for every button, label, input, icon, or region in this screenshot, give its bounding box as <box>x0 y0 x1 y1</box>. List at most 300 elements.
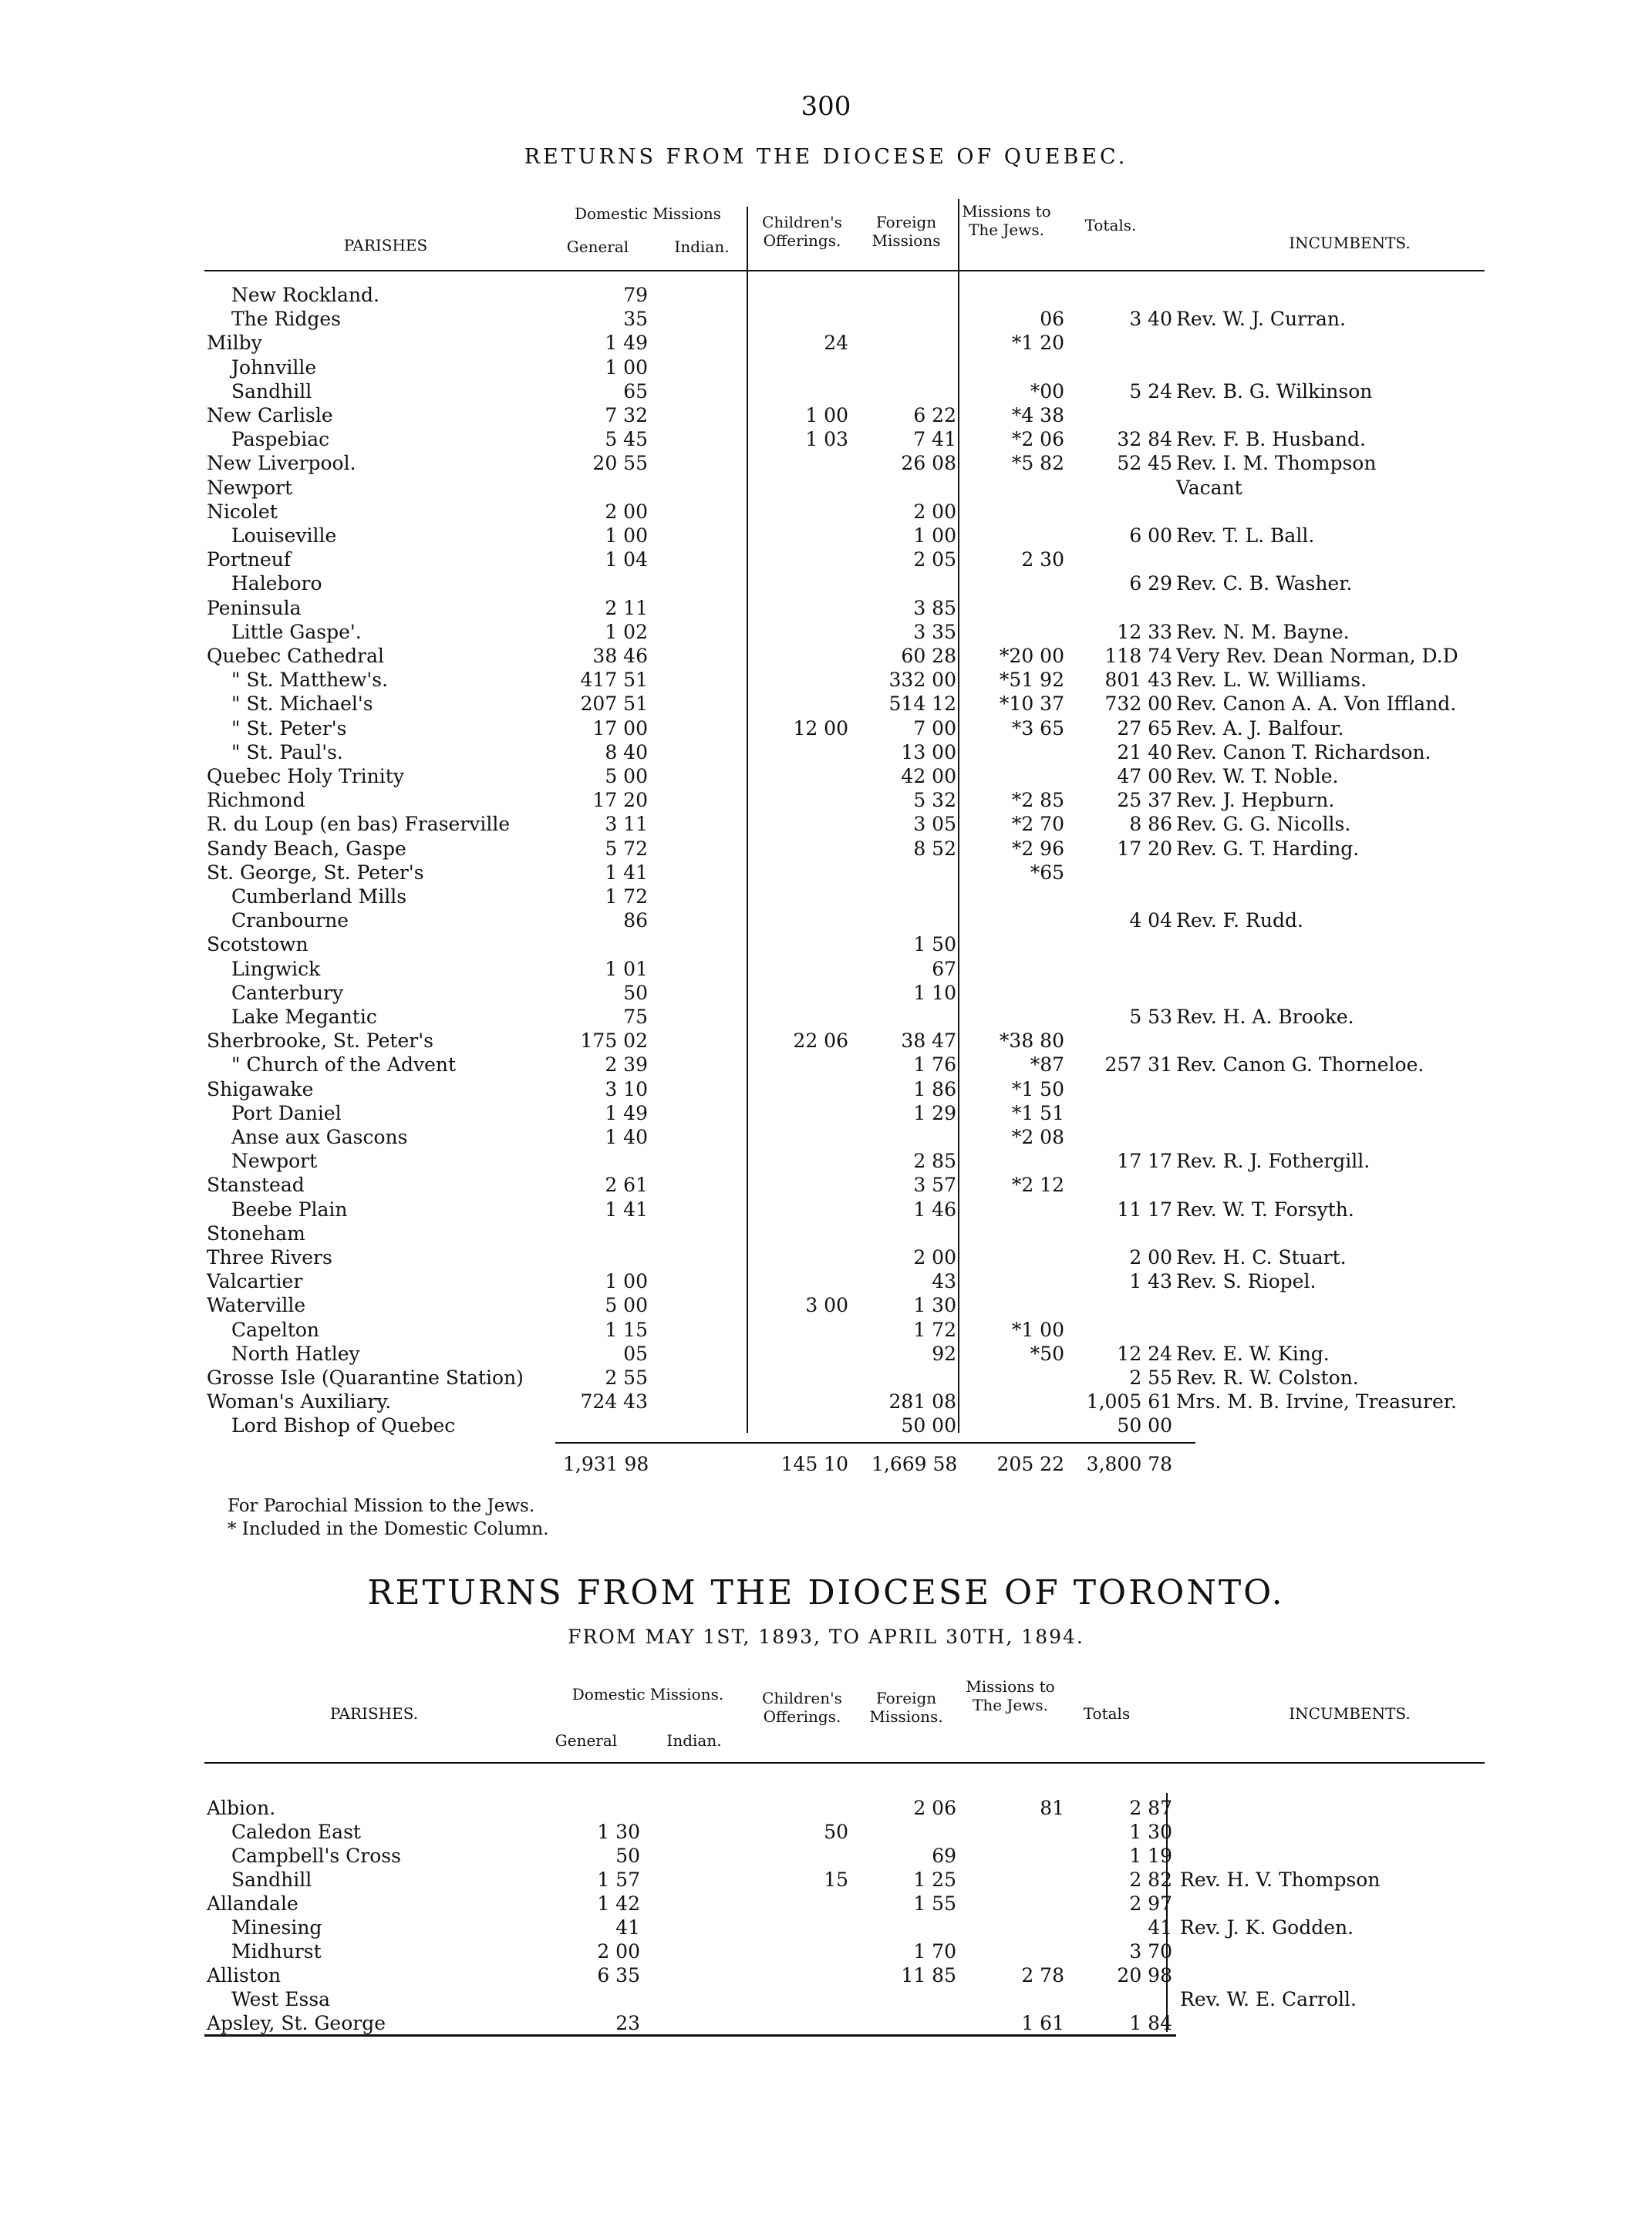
cell-general: 17 20 <box>592 789 648 812</box>
cell-parish: Newport <box>231 1150 318 1173</box>
table-row <box>0 1126 1652 1150</box>
cell-parish: New Liverpool. <box>207 452 356 475</box>
cell-general: 2 00 <box>605 500 648 523</box>
cell-total: 732 00 <box>1104 693 1172 716</box>
cell-incumbent: Rev. J. Hepburn. <box>1176 789 1335 812</box>
cell-general: 20 55 <box>592 452 648 475</box>
cell-general: 50 <box>615 1845 640 1867</box>
quebec-total-total: 3,800 78 <box>1086 1453 1172 1475</box>
cell-total: 41 <box>1148 1916 1172 1939</box>
table-row <box>0 500 1652 524</box>
cell-foreign: 1 30 <box>913 1294 956 1317</box>
quebec-footnote: * Included in the Domestic Column. <box>228 1519 549 1539</box>
cell-total: 50 00 <box>1117 1414 1172 1437</box>
cell-parish: Nicolet <box>207 500 278 523</box>
cell-jews: *1 00 <box>1011 1318 1064 1341</box>
cell-parish: Sandhill <box>231 1869 312 1891</box>
table-row <box>0 1366 1652 1390</box>
cell-general: 1 42 <box>597 1892 640 1915</box>
cell-jews: 1 61 <box>1021 2012 1064 2034</box>
table-row <box>0 284 1652 308</box>
table-row <box>0 1390 1652 1414</box>
cell-jews: *10 37 <box>999 693 1064 716</box>
cell-parish: Milby <box>207 332 262 355</box>
cell-general: 3 10 <box>605 1077 648 1100</box>
cell-total: 2 00 <box>1129 1246 1172 1269</box>
cell-foreign: 3 57 <box>913 1174 956 1197</box>
quebec-title: RETURNS FROM THE DIOCESE OF QUEBEC. <box>524 145 1128 169</box>
quebec-header-jews: Missions to The Jews. <box>962 202 1051 239</box>
cell-parish: Cumberland Mills <box>231 885 407 908</box>
cell-parish: Caledon East <box>231 1821 361 1843</box>
table-row <box>0 958 1652 982</box>
table-row <box>0 1892 1652 1916</box>
cell-foreign: 13 00 <box>901 740 956 763</box>
cell-parish: Shigawake <box>207 1077 314 1100</box>
cell-incumbent: Rev. F. Rudd. <box>1176 909 1303 932</box>
quebec-header-domestic: Domestic Missions <box>574 204 722 223</box>
cell-parish: " St. Paul's. <box>231 740 343 763</box>
cell-parish: Newport <box>207 476 293 499</box>
table-row <box>0 1845 1652 1869</box>
cell-general: 8 40 <box>605 740 648 763</box>
table-row <box>0 597 1652 621</box>
cell-incumbent: Rev. A. J. Balfour. <box>1176 716 1344 740</box>
cell-general: 1 01 <box>605 957 648 980</box>
quebec-total-foreign: 1,669 58 <box>872 1453 958 1475</box>
cell-parish: Lingwick <box>231 957 321 980</box>
cell-parish: Woman's Auxiliary. <box>207 1390 392 1414</box>
cell-parish: Paspebiac <box>231 428 330 451</box>
cell-total: 1 19 <box>1129 1845 1172 1867</box>
cell-general: 1 41 <box>605 861 648 884</box>
cell-parish: " St. Michael's <box>231 693 373 716</box>
table-row <box>0 813 1652 837</box>
cell-jews: *65 <box>1030 861 1064 884</box>
cell-foreign: 92 <box>932 1342 956 1365</box>
cell-total: 2 87 <box>1129 1797 1172 1819</box>
cell-parish: Peninsula <box>207 596 302 619</box>
cell-foreign: 5 32 <box>913 789 956 812</box>
cell-parish: Stanstead <box>207 1174 305 1197</box>
cell-incumbent: Rev. W. E. Carroll. <box>1180 1988 1357 2010</box>
cell-jews: *2 08 <box>1011 1126 1064 1148</box>
cell-parish: Midhurst <box>231 1940 322 1963</box>
table-row <box>0 1078 1652 1102</box>
cell-incumbent: Rev. W. T. Noble. <box>1176 765 1339 787</box>
cell-foreign: 1 55 <box>913 1892 956 1915</box>
toronto-title: RETURNS FROM THE DIOCESE OF TORONTO. <box>367 1573 1285 1612</box>
cell-parish: North Hatley <box>231 1342 360 1365</box>
cell-foreign: 43 <box>932 1270 956 1293</box>
cell-total: 3 70 <box>1129 1940 1172 1963</box>
table-row <box>0 380 1652 404</box>
table-row <box>0 933 1652 957</box>
cell-incumbent: Rev. E. W. King. <box>1176 1342 1330 1365</box>
quebec-header-totals: Totals. <box>1084 216 1137 234</box>
toronto-header-general: General <box>555 1731 618 1750</box>
cell-jews: *3 65 <box>1011 716 1064 740</box>
cell-general: 7 32 <box>605 404 648 426</box>
cell-total: 1 43 <box>1129 1270 1172 1293</box>
cell-foreign: 1 72 <box>913 1318 956 1341</box>
cell-incumbent: Rev. H. A. Brooke. <box>1176 1006 1354 1028</box>
table-row <box>0 2012 1652 2036</box>
table-row <box>0 837 1652 861</box>
cell-children: 50 <box>824 1821 848 1843</box>
cell-jews: *20 00 <box>999 645 1064 667</box>
toronto-header-totals: Totals <box>1083 1704 1131 1723</box>
cell-jews: *87 <box>1030 1053 1064 1077</box>
cell-incumbent: Rev. I. M. Thompson <box>1176 452 1377 475</box>
cell-parish: Little Gaspe'. <box>231 620 362 643</box>
cell-total: 257 31 <box>1104 1053 1172 1077</box>
cell-parish: Louiseville <box>231 524 337 547</box>
cell-jews: *4 38 <box>1011 404 1064 426</box>
cell-general: 207 51 <box>580 693 648 716</box>
table-row <box>0 308 1652 332</box>
cell-parish: Capelton <box>231 1318 320 1341</box>
cell-foreign: 1 46 <box>913 1198 956 1221</box>
toronto-bottom-rule <box>204 2034 1176 2037</box>
cell-foreign: 1 10 <box>913 981 956 1004</box>
table-row <box>0 861 1652 885</box>
cell-foreign: 514 12 <box>888 693 956 716</box>
cell-general: 1 04 <box>605 548 648 571</box>
page-number: 300 <box>801 91 851 122</box>
table-row <box>0 1294 1652 1318</box>
table-row <box>0 1246 1652 1270</box>
cell-foreign: 42 00 <box>901 765 956 787</box>
cell-general: 35 <box>623 308 648 331</box>
cell-parish: Quebec Holy Trinity <box>207 765 404 787</box>
cell-parish: Waterville <box>207 1294 306 1317</box>
table-row <box>0 1964 1652 1988</box>
cell-incumbent: Very Rev. Dean Norman, D.D <box>1176 645 1458 667</box>
table-row <box>0 1343 1652 1366</box>
cell-parish: Allandale <box>207 1892 298 1915</box>
cell-foreign: 26 08 <box>901 452 956 475</box>
cell-general: 2 55 <box>605 1366 648 1389</box>
toronto-header-rule <box>204 1762 1485 1764</box>
cell-jews: *50 <box>1030 1342 1064 1365</box>
cell-children: 12 00 <box>793 716 848 740</box>
cell-general: 5 72 <box>605 837 648 860</box>
cell-foreign: 11 85 <box>901 1964 956 1987</box>
cell-general: 1 00 <box>605 524 648 547</box>
cell-parish: " Church of the Advent <box>231 1053 457 1077</box>
cell-total: 8 86 <box>1129 813 1172 836</box>
cell-parish: Three Rivers <box>207 1246 332 1269</box>
table-row <box>0 1869 1652 1892</box>
cell-total: 2 55 <box>1129 1366 1172 1389</box>
quebec-header-indian: Indian. <box>674 238 730 256</box>
quebec-total-jews: 205 22 <box>996 1453 1064 1475</box>
cell-total: 2 82 <box>1129 1869 1172 1891</box>
table-row <box>0 1414 1652 1438</box>
cell-foreign: 332 00 <box>888 669 956 692</box>
cell-total: 27 65 <box>1117 716 1172 740</box>
cell-parish: Cranbourne <box>231 909 349 932</box>
cell-total: 12 24 <box>1117 1342 1172 1365</box>
cell-incumbent: Rev. G. T. Harding. <box>1176 837 1360 860</box>
cell-total: 17 20 <box>1117 837 1172 860</box>
cell-jews: *1 20 <box>1011 332 1064 355</box>
table-row <box>0 693 1652 716</box>
cell-parish: Sherbrooke, St. Peter's <box>207 1029 433 1053</box>
cell-incumbent: Rev. H. C. Stuart. <box>1176 1246 1347 1269</box>
cell-foreign: 67 <box>932 957 956 980</box>
quebec-total-general: 1,931 98 <box>563 1453 649 1475</box>
cell-jews: *2 96 <box>1011 837 1064 860</box>
table-row <box>0 1821 1652 1845</box>
cell-total: 11 17 <box>1117 1198 1172 1221</box>
cell-incumbent: Rev. B. G. Wilkinson <box>1176 379 1373 403</box>
cell-incumbent: Rev. W. T. Forsyth. <box>1176 1198 1354 1221</box>
cell-parish: Albion. <box>207 1797 276 1819</box>
cell-parish: Quebec Cathedral <box>207 645 384 667</box>
cell-foreign: 6 22 <box>913 404 956 426</box>
cell-total: 5 24 <box>1129 379 1172 403</box>
quebec-header-foreign: Foreign Missions <box>872 213 941 250</box>
cell-incumbent: Mrs. M. B. Irvine, Treasurer. <box>1176 1390 1457 1414</box>
cell-general: 1 49 <box>605 332 648 355</box>
table-row <box>0 356 1652 380</box>
table-row <box>0 548 1652 572</box>
cell-general: 1 00 <box>605 1270 648 1293</box>
cell-incumbent: Rev. R. W. Colston. <box>1176 1366 1359 1389</box>
cell-foreign: 2 05 <box>913 548 956 571</box>
cell-foreign: 3 35 <box>913 620 956 643</box>
cell-parish: West Essa <box>231 1988 331 2010</box>
cell-children: 3 00 <box>805 1294 848 1317</box>
cell-general: 6 35 <box>597 1964 640 1987</box>
cell-general: 1 02 <box>605 620 648 643</box>
cell-jews: *2 85 <box>1011 789 1064 812</box>
cell-general: 1 40 <box>605 1126 648 1148</box>
cell-parish: Portneuf <box>207 548 292 571</box>
cell-general: 50 <box>623 981 648 1004</box>
table-row <box>0 1198 1652 1222</box>
table-row <box>0 477 1652 500</box>
cell-general: 86 <box>623 909 648 932</box>
cell-general: 2 39 <box>605 1053 648 1077</box>
table-row <box>0 669 1652 693</box>
cell-parish: Apsley, St. George <box>207 2012 386 2034</box>
cell-parish: Alliston <box>207 1964 282 1987</box>
cell-total: 2 97 <box>1129 1892 1172 1915</box>
cell-incumbent: Rev. C. B. Washer. <box>1176 572 1353 595</box>
cell-foreign: 2 85 <box>913 1150 956 1173</box>
cell-foreign: 8 52 <box>913 837 956 860</box>
cell-foreign: 281 08 <box>888 1390 956 1414</box>
cell-total: 25 37 <box>1117 789 1172 812</box>
cell-foreign: 1 86 <box>913 1077 956 1100</box>
cell-foreign: 50 00 <box>901 1414 956 1437</box>
table-row <box>0 645 1652 669</box>
cell-general: 41 <box>615 1916 640 1939</box>
cell-general: 5 00 <box>605 1294 648 1317</box>
table-row <box>0 1940 1652 1964</box>
cell-parish: Canterbury <box>231 981 344 1004</box>
cell-parish: Beebe Plain <box>231 1198 348 1221</box>
cell-parish: Sandhill <box>231 379 312 403</box>
cell-foreign: 1 25 <box>913 1869 956 1891</box>
table-row <box>0 452 1652 476</box>
cell-children: 24 <box>824 332 848 355</box>
cell-incumbent: Rev. F. B. Husband. <box>1176 428 1366 451</box>
table-row <box>0 332 1652 356</box>
cell-jews: 81 <box>1040 1797 1064 1819</box>
cell-incumbent: Rev. Canon T. Richardson. <box>1176 740 1431 763</box>
cell-foreign: 3 05 <box>913 813 956 836</box>
quebec-footnote: For Parochial Mission to the Jews. <box>228 1496 535 1516</box>
cell-total: 801 43 <box>1104 669 1172 692</box>
cell-total: 5 53 <box>1129 1006 1172 1028</box>
cell-jews: *00 <box>1030 379 1064 403</box>
table-row <box>0 1029 1652 1053</box>
cell-general: 1 00 <box>605 356 648 379</box>
cell-children: 1 03 <box>805 428 848 451</box>
cell-incumbent: Rev. R. J. Fothergill. <box>1176 1150 1370 1173</box>
cell-incumbent: Rev. J. K. Godden. <box>1180 1916 1354 1939</box>
cell-incumbent: Rev. L. W. Williams. <box>1176 669 1367 692</box>
quebec-total-children: 145 10 <box>780 1453 848 1475</box>
cell-foreign: 1 70 <box>913 1940 956 1963</box>
table-row <box>0 909 1652 933</box>
cell-incumbent: Rev. W. J. Curran. <box>1176 308 1346 331</box>
table-row <box>0 404 1652 428</box>
cell-parish: Minesing <box>231 1916 322 1939</box>
cell-foreign: 1 00 <box>913 524 956 547</box>
cell-jews: *5 82 <box>1011 452 1064 475</box>
table-row <box>0 1222 1652 1246</box>
cell-parish: Campbell's Cross <box>231 1845 401 1867</box>
cell-parish: St. George, St. Peter's <box>207 861 424 884</box>
table-row <box>0 1797 1652 1821</box>
cell-general: 05 <box>623 1342 648 1365</box>
quebec-total-row <box>0 1453 1652 1477</box>
cell-total: 118 74 <box>1104 645 1172 667</box>
table-row <box>0 428 1652 452</box>
cell-children: 15 <box>824 1869 848 1891</box>
cell-general: 2 11 <box>605 596 648 619</box>
cell-foreign: 3 85 <box>913 596 956 619</box>
table-row <box>0 621 1652 645</box>
toronto-header-jews: Missions to The Jews. <box>966 1677 1055 1714</box>
cell-parish: The Ridges <box>231 308 341 331</box>
cell-general: 79 <box>623 284 648 306</box>
cell-general: 2 61 <box>605 1174 648 1197</box>
cell-general: 1 57 <box>597 1869 640 1891</box>
table-row <box>0 885 1652 909</box>
quebec-total-rule <box>555 1442 1195 1444</box>
cell-parish: Sandy Beach, Gaspe <box>207 837 406 860</box>
cell-total: 17 17 <box>1117 1150 1172 1173</box>
cell-foreign: 2 00 <box>913 500 956 523</box>
cell-parish: Scotstown <box>207 933 308 956</box>
cell-general: 417 51 <box>580 669 648 692</box>
quebec-header-parishes: PARISHES <box>343 236 428 254</box>
cell-parish: New Carlisle <box>207 404 333 426</box>
table-row <box>0 524 1652 548</box>
toronto-header-incumbents: INCUMBENTS. <box>1289 1704 1411 1723</box>
cell-general: 5 45 <box>605 428 648 451</box>
toronto-subtitle: FROM MAY 1ST, 1893, TO APRIL 30TH, 1894. <box>568 1626 1084 1648</box>
table-row <box>0 1270 1652 1294</box>
cell-jews: *2 70 <box>1011 813 1064 836</box>
cell-general: 175 02 <box>580 1029 648 1053</box>
cell-parish: Port Daniel <box>231 1101 342 1124</box>
cell-jews: 06 <box>1040 308 1064 331</box>
toronto-header-foreign: Foreign Missions. <box>869 1689 943 1726</box>
cell-general: 75 <box>623 1006 648 1028</box>
cell-total: 1,005 61 <box>1086 1390 1172 1414</box>
toronto-header-indian: Indian. <box>666 1731 722 1750</box>
cell-total: 12 33 <box>1117 620 1172 643</box>
cell-general: 38 46 <box>592 645 648 667</box>
cell-parish: Grosse Isle (Quarantine Station) <box>207 1366 524 1389</box>
quebec-header-children: Children's Offerings. <box>762 213 842 250</box>
cell-total: 4 04 <box>1129 909 1172 932</box>
quebec-header-general: General <box>566 238 629 256</box>
table-row <box>0 741 1652 765</box>
cell-general: 17 00 <box>592 716 648 740</box>
cell-general: 1 41 <box>605 1198 648 1221</box>
toronto-header-parishes: PARISHES. <box>329 1704 419 1723</box>
table-row <box>0 765 1652 789</box>
cell-general: 1 49 <box>605 1101 648 1124</box>
table-row <box>0 789 1652 813</box>
toronto-header-domestic: Domestic Missions. <box>571 1685 724 1703</box>
cell-parish: New Rockland. <box>231 284 379 306</box>
cell-foreign: 38 47 <box>901 1029 956 1053</box>
cell-general: 3 11 <box>605 813 648 836</box>
cell-parish: Valcartier <box>207 1270 303 1293</box>
cell-parish: Richmond <box>207 789 305 812</box>
cell-parish: " St. Matthew's. <box>231 669 389 692</box>
cell-total: 32 84 <box>1117 428 1172 451</box>
cell-jews: 2 78 <box>1021 1964 1064 1987</box>
cell-jews: *1 51 <box>1011 1101 1064 1124</box>
cell-foreign: 7 41 <box>913 428 956 451</box>
cell-parish: Johnville <box>231 356 317 379</box>
cell-total: 1 84 <box>1129 2012 1172 2034</box>
table-row <box>0 1174 1652 1198</box>
cell-general: 23 <box>615 2012 640 2034</box>
cell-foreign: 2 06 <box>913 1797 956 1819</box>
table-row <box>0 1319 1652 1343</box>
table-row <box>0 1006 1652 1029</box>
cell-parish: R. du Loup (en bas) Fraserville <box>207 813 511 836</box>
cell-total: 21 40 <box>1117 740 1172 763</box>
cell-total: 6 29 <box>1129 572 1172 595</box>
cell-foreign: 2 00 <box>913 1246 956 1269</box>
cell-parish: Stoneham <box>207 1222 305 1245</box>
cell-jews: *51 92 <box>999 669 1064 692</box>
cell-parish: Anse aux Gascons <box>231 1126 408 1148</box>
cell-incumbent: Rev. N. M. Bayne. <box>1176 620 1350 643</box>
cell-general: 1 30 <box>597 1821 640 1843</box>
cell-total: 3 40 <box>1129 308 1172 331</box>
cell-foreign: 60 28 <box>901 645 956 667</box>
cell-parish: Haleboro <box>231 572 322 595</box>
table-row <box>0 572 1652 596</box>
cell-incumbent: Rev. Canon A. A. Von Iffland. <box>1176 693 1457 716</box>
cell-jews: *2 12 <box>1011 1174 1064 1197</box>
cell-children: 22 06 <box>793 1029 848 1053</box>
table-row <box>0 1053 1652 1077</box>
